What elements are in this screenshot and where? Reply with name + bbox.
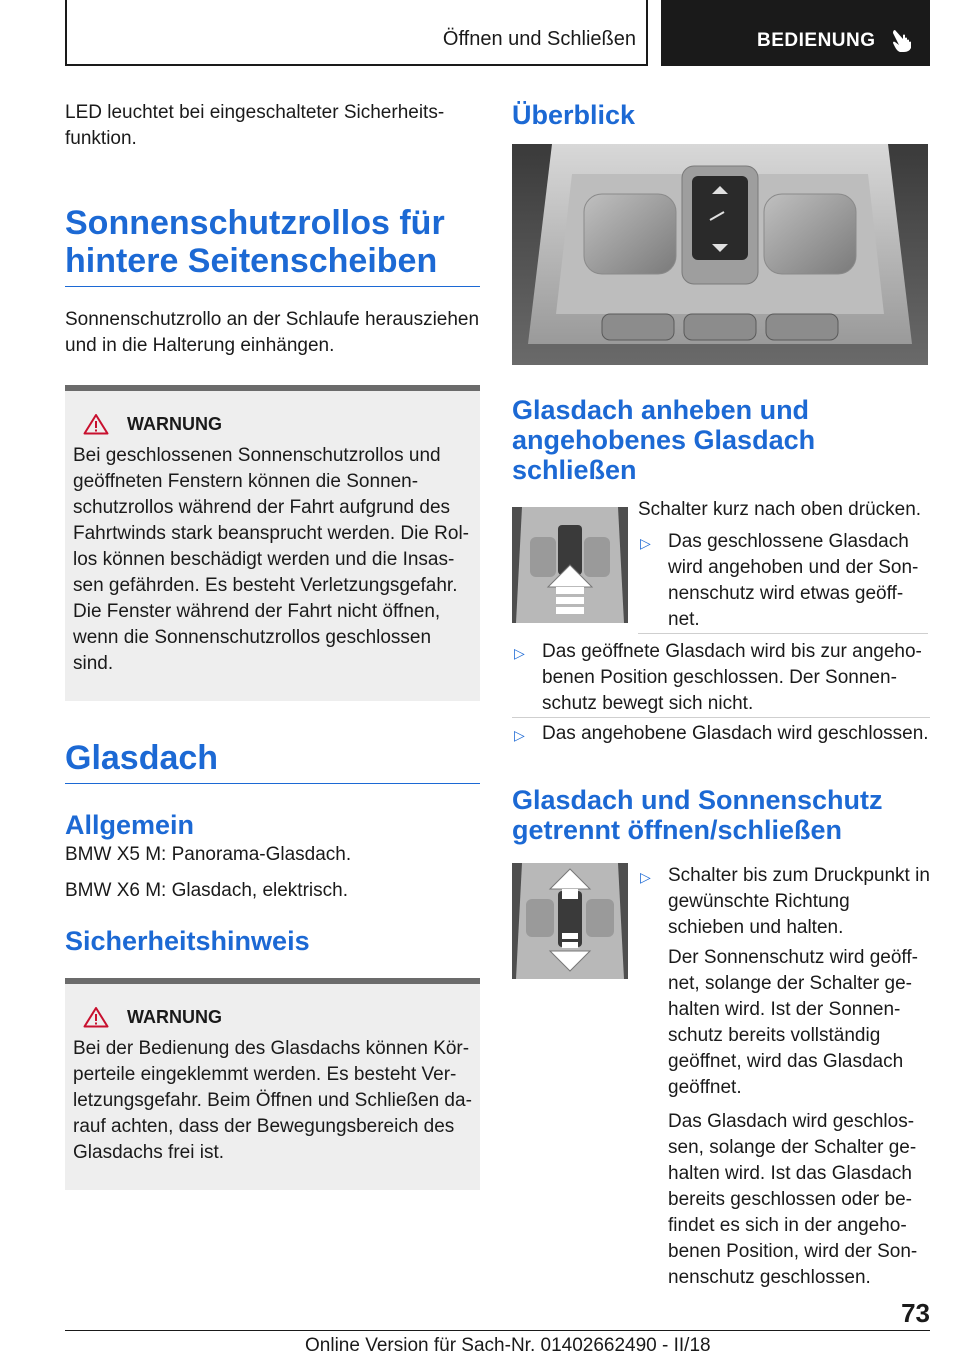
separate-bullet <box>638 863 930 941</box>
raise-bullet-2 <box>512 639 930 717</box>
footer-online-version: Online Version für Sach-Nr. 01402662490 - II/18 <box>305 1335 711 1356</box>
raise-bullet-3 <box>512 721 930 748</box>
glass-roof-heading: Glasdach <box>65 739 480 784</box>
overhead-console-illustration <box>512 144 928 365</box>
section-title: Öffnen und Schließen <box>442 28 636 50</box>
separate-paragraph-2: Das Glasdach wird geschlos-sen, solange der Schalter ge-halten wird. Ist das Glasdach bereits geschlossen oder be-findet es sich in der angeho-benen Position, wird der Son-nenschutz geschlossen. <box>668 1111 918 1288</box>
warning-box-sunblind <box>65 385 480 701</box>
overhead-console-photo <box>512 144 928 365</box>
raise-intro: Schalter kurz nach oben drücken. <box>638 499 922 520</box>
general-line-2: BMW X6 M: Glasdach, elektrisch. <box>65 880 348 901</box>
warning-label: WARNUNG <box>127 1006 222 1027</box>
bullet-triangle-icon: ▷ <box>514 645 525 661</box>
bullet-triangle-icon: ▷ <box>640 535 651 551</box>
divider <box>512 717 930 718</box>
separate-section <box>512 863 930 1288</box>
separate-paragraph-1: Der Sonnenschutz wird geöff-net, solange der Schalter ge-halten wird. Ist der Sonnen-schutz bereits vollständig geöffnet, wird das Glasdach geöffnet. <box>668 947 918 1098</box>
general-line-1: BMW X5 M: Panorama-Glasdach. <box>65 844 352 865</box>
bullet-text: Das angehobene Glasdach wird geschlossen. <box>542 723 929 744</box>
general-heading: Allgemein <box>65 810 195 840</box>
switch-up-down-arrow-illustration <box>512 863 628 979</box>
warning-header <box>73 413 472 435</box>
bullet-triangle-icon: ▷ <box>640 869 651 885</box>
divider <box>638 633 928 634</box>
warning-box-glass-roof <box>65 978 480 1190</box>
bullet-text: Das geöffnete Glasdach wird bis zur angeho-benen Position geschlossen. Der Sonnen-schutz bewegt sich nicht. <box>542 641 922 714</box>
safety-heading: Sicherheitshinweis <box>65 926 310 956</box>
warning-header <box>73 1006 472 1028</box>
warning-triangle-icon <box>83 413 109 435</box>
footer-rule <box>65 1330 930 1331</box>
sunblind-heading: Sonnenschutzrollos für hintere Seitenscheiben <box>65 204 480 287</box>
switch-up-arrow-illustration <box>512 507 628 623</box>
page-number: 73 <box>901 1298 930 1328</box>
raise-glass-roof-heading: Glasdach anheben und angehobenes Glasdach schließen <box>512 395 816 485</box>
warning-text: Bei der Bedienung des Glasdachs können Kör-perteile eingeklemmt werden. Es besteht Ver-letzungsgefahr. Beim Öffnen und Schließen da-rauf achten, dass der Bewegungsbereich des Glasdachs frei ist. <box>73 1038 472 1163</box>
raise-bullet-1 <box>638 529 928 633</box>
chapter-tab <box>661 0 930 66</box>
overview-heading: Überblick <box>512 100 636 130</box>
intro-text: LED leuchtet bei eingeschalteter Sicherheits-funktion. <box>65 102 445 149</box>
raise-section <box>512 497 930 747</box>
section-tab <box>65 0 648 66</box>
right-column <box>512 100 930 1288</box>
hand-pointer-icon <box>889 26 917 54</box>
switch-up-thumbnail <box>512 507 628 623</box>
warning-text: Bei geschlossenen Sonnenschutzrollos und geöffneten Fenstern können die Sonnen-schutzrollos während der Fahrt aufgrund des Fahrtwinds stark beansprucht werden. Die Rol-los können beschädigt werden und die Insas-sen gefährden. Es besteht Verletzungsgefahr. Die Fenster während der Fahrt nicht öffnen, wenn die Sonnenschutzrollos geschlossen sind. <box>73 445 470 674</box>
page-header <box>65 0 930 66</box>
warning-label: WARNUNG <box>127 413 222 434</box>
left-column <box>65 100 480 1190</box>
warning-triangle-icon <box>83 1006 109 1028</box>
bullet-text: Das geschlossene Glasdach wird angehoben und der Son-nenschutz wird etwas geöff-net. <box>668 531 919 630</box>
chapter-title: BEDIENUNG <box>757 30 876 51</box>
sunblind-text: Sonnenschutzrollo an der Schlaufe herausziehen und in die Halterung einhängen. <box>65 309 480 356</box>
bullet-text: Schalter bis zum Druckpunkt in gewünschte Richtung schieben und halten. <box>668 865 930 938</box>
separate-open-heading: Glasdach und Sonnenschutz getrennt öffnen/schließen <box>512 785 883 845</box>
bullet-triangle-icon: ▷ <box>514 727 525 743</box>
switch-up-down-thumbnail <box>512 863 628 979</box>
